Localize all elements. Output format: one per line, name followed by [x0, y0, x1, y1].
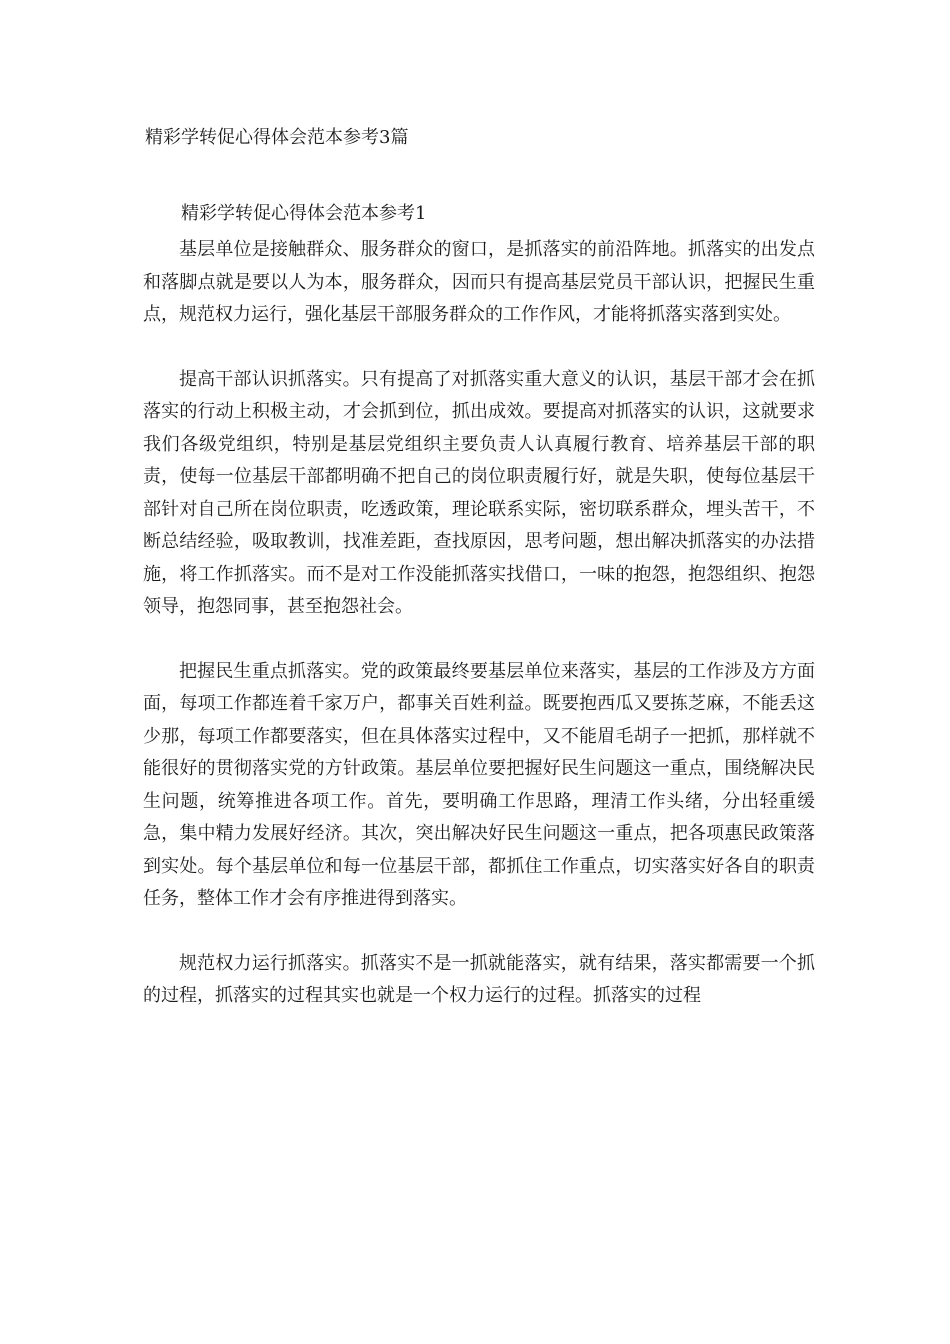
paragraph: 把握民生重点抓落实。党的政策最终要基层单位来落实，基层的工作涉及方方面面，每项工作都连着千家万户，都事关百姓利益。既要抱西瓜又要拣芝麻，不能丢这少那，每项工作都要落实，但在具体落实过程中，又不能眉毛胡子一把抓，那样就不能很好的贯彻落实党的方针政策。基层单位要把握好民生问题这一重点，围绕解决民生问题，统筹推进各项工作。首先，要明确工作思路，理清工作头绪，分出轻重缓急，集中精力发展好经济。其次，突出解决好民生问题这一重点，把各项惠民政策落到实处。每个基层单位和每一位基层干部，都抓住工作重点，切实落实好各自的职责任务，整体工作才会有序推进得到落实。 — [143, 660, 815, 909]
paragraph: 基层单位是接触群众、服务群众的窗口，是抓落实的前沿阵地。抓落实的出发点和落脚点就是要以人为本，服务群众，因而只有提高基层党员干部认识，把握民生重点，规范权力运行，强化基层干部服务群众的工作作风，才能将抓落实落到实处。 — [143, 239, 815, 325]
section-title: 精彩学转促心得体会范本参考1 — [181, 203, 427, 224]
document-body — [143, 198, 815, 1013]
document-title: 精彩学转促心得体会范本参考3篇 — [145, 127, 409, 148]
paragraph-spacer — [143, 332, 815, 364]
paragraph: 提高干部认识抓落实。只有提高了对抓落实重大意义的认识，基层干部才会在抓落实的行动上积极主动，才会抓到位，抓出成效。要提高对抓落实的认识，这就要求我们各级党组织，特别是基层党组织主要负责人认真履行教育、培养基层干部的职责，使每一位基层干部都明确不把自己的岗位职责履行好，就是失职，使每位基层干部针对自己所在岗位职责，吃透政策，理论联系实际，密切联系群众，埋头苦干，不断总结经验，吸取教训，找准差距，查找原因，思考问题，想出解决抓落实的办法措施，将工作抓落实。而不是对工作没能抓落实找借口，一味的抱怨，抱怨组织、抱怨领导，抱怨同事，甚至抱怨社会。 — [143, 368, 815, 617]
paragraph-spacer — [143, 916, 815, 948]
paragraph-spacer — [143, 624, 815, 656]
paragraph: 规范权力运行抓落实。抓落实不是一抓就能落实，就有结果，落实都需要一个抓的过程，抓落实的过程其实也就是一个权力运行的过程。抓落实的过程 — [143, 952, 815, 1006]
